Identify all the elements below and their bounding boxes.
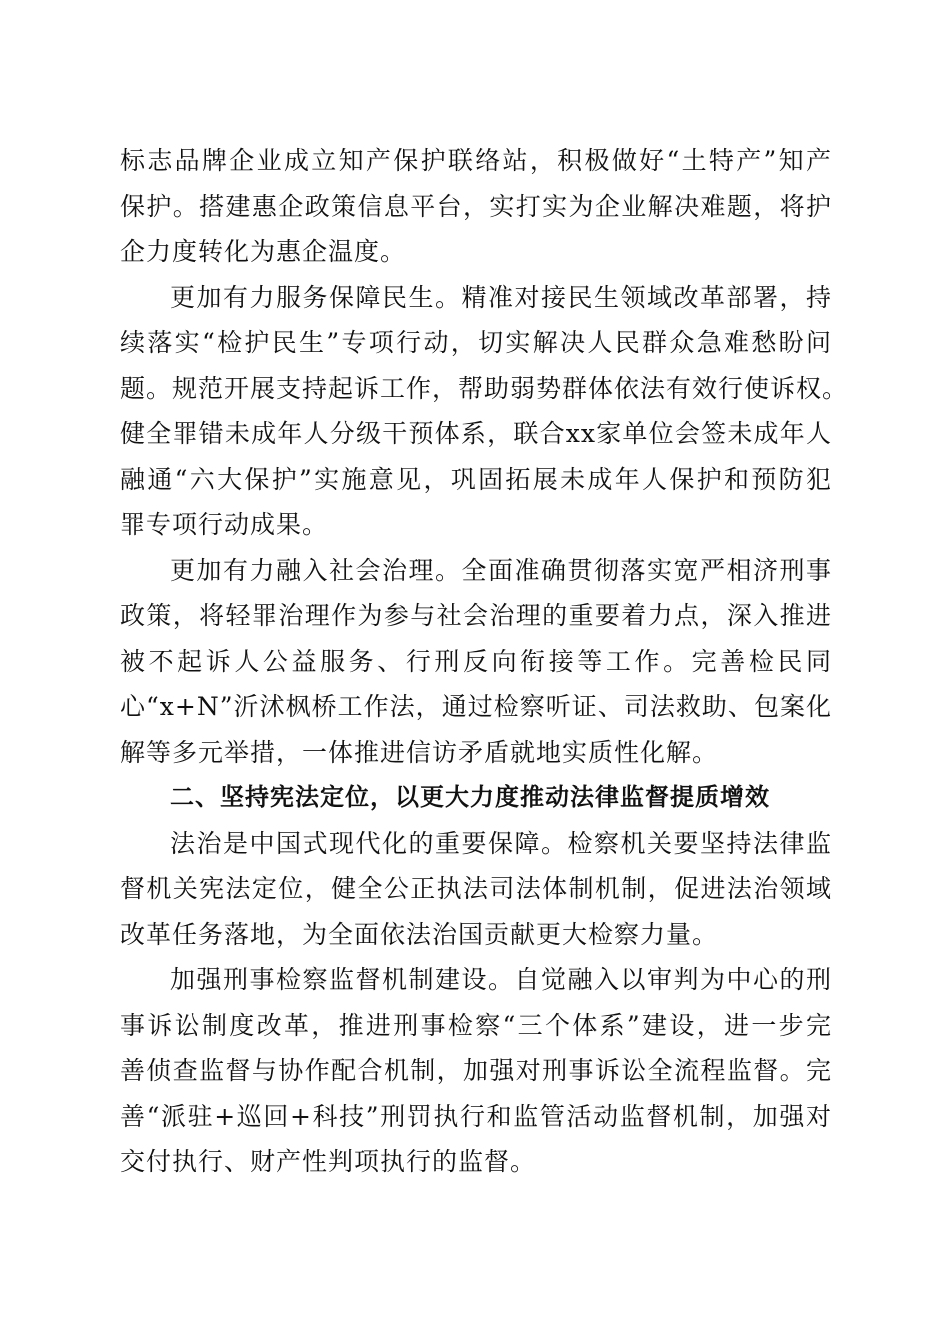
body-line: 事诉讼制度改革，推进刑事检察“三个体系”建设，进一步完: [120, 1010, 832, 1040]
paragraph-first-line: 法治是中国式现代化的重要保障。检察机关要坚持法律监: [170, 828, 832, 858]
body-line: 改革任务落地，为全面依法治国贡献更大检察力量。: [120, 919, 719, 949]
body-line: 政策，将轻罪治理作为参与社会治理的重要着力点，深入推进: [120, 601, 832, 630]
paragraph-first-line: 更加有力服务保障民生。精准对接民生领域改革部署，持: [170, 282, 832, 312]
body-line: 题。规范开展支持起诉工作，帮助弱势群体依法有效行使诉权。: [120, 373, 849, 403]
body-line: 心“x+N”沂沭枫桥工作法，通过检察听证、司法救助、包案化: [120, 692, 832, 721]
body-line: 融通“六大保护”实施意见，巩固拓展未成年人保护和预防犯: [120, 464, 832, 494]
body-line: 解等多元举措，一体推进信访矛盾就地实质性化解。: [120, 737, 719, 767]
body-line: 善侦查监督与协作配合机制，加强对刑事诉讼全流程监督。完: [120, 1056, 832, 1085]
document-page: [120, 138, 849, 1185]
body-line: 企力度转化为惠企温度。: [120, 237, 407, 266]
section-heading: 二、坚持宪法定位，以更大力度推动法律监督提质增效: [170, 783, 770, 811]
body-line: 督机关宪法定位，健全公正执法司法体制机制，促进法治领域: [120, 874, 832, 903]
body-line: 罪专项行动成果。: [120, 510, 329, 539]
body-line: 交付执行、财产性判项执行的监督。: [120, 1147, 537, 1176]
paragraph-first-line: 更加有力融入社会治理。全面准确贯彻落实宽严相济刑事: [170, 555, 832, 585]
body-line: 健全罪错未成年人分级干预体系，联合xx家单位会签未成年人: [120, 419, 832, 448]
paragraph-first-line: 加强刑事检察监督机制建设。自觉融入以审判为中心的刑: [170, 965, 832, 994]
body-line: 续落实“检护民生”专项行动，切实解决人民群众急难愁盼问: [120, 328, 832, 357]
body-line: 善“派驻+巡回+科技”刑罚执行和监管活动监督机制，加强对: [120, 1101, 832, 1131]
body-line: 保护。搭建惠企政策信息平台，实打实为企业解决难题，将护: [120, 191, 832, 221]
body-line: 被不起诉人公益服务、行刑反向衔接等工作。完善检民同: [120, 646, 832, 676]
body-line: 标志品牌企业成立知产保护联络站，积极做好“土特产”知产: [120, 146, 832, 175]
